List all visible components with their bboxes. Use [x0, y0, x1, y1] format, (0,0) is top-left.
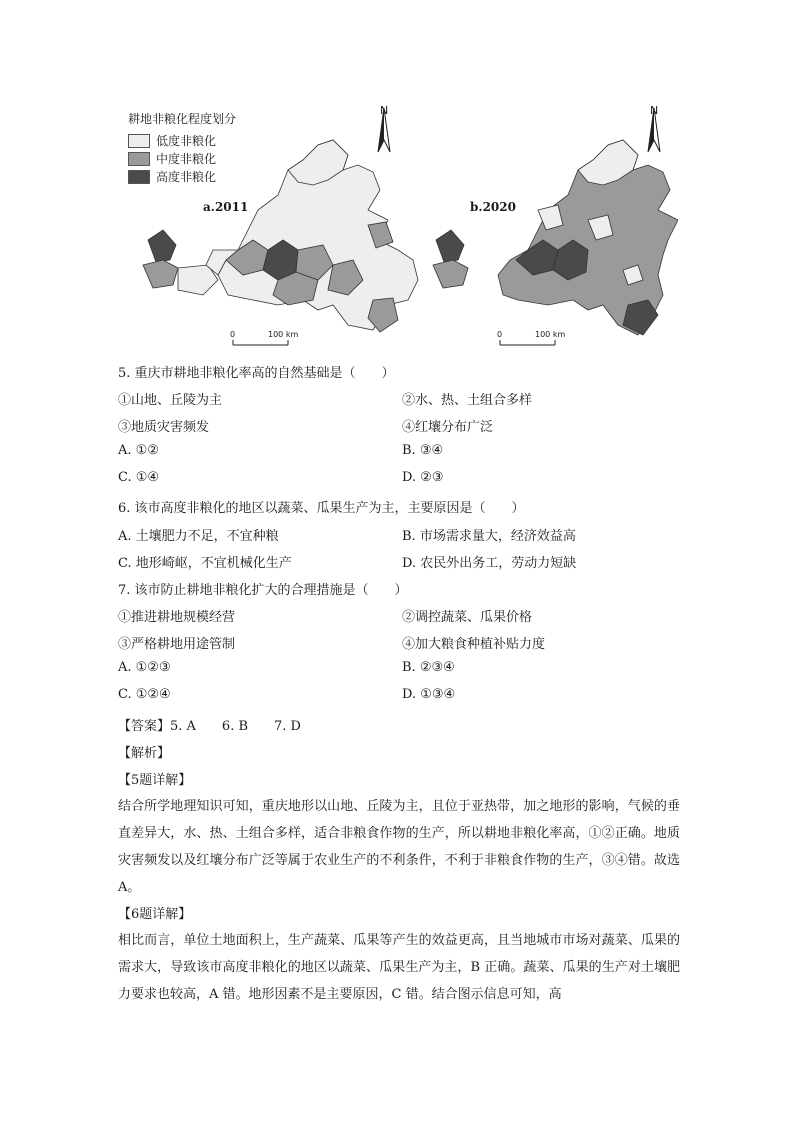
analysis-heading: 【解析】 — [118, 746, 171, 761]
legend-item-mid — [128, 150, 216, 167]
legend-item-low — [128, 132, 216, 149]
q7-option-b: B. ②③④ — [402, 660, 455, 675]
detail5-heading: 【5题详解】 — [118, 773, 192, 788]
q5-statement-1: ①山地、丘陵为主 — [118, 393, 223, 408]
detail5-text: 结合所学地理知识可知，重庆地形以山地、丘陵为主，且位于亚热带，加之地形的影响，气候的垂直差异大，水、热、土组合多样，适合非粮食作物的生产，所以耕地非粮化率高，①②正确。地质灾害频发以及红壤分布广泛等属于农业生产的不利条件，不利于非粮食作物的生产，③④错。故选 A。 — [118, 799, 680, 895]
north-label-b: N — [650, 104, 659, 117]
q5-option-a: A. ①② — [118, 443, 159, 458]
legend-label-high: 高度非粮化 — [156, 170, 217, 184]
detail6-text: 相比而言，单位土地面积上，生产蔬菜、瓜果等产生的效益更高，且当地城市市场对蔬菜、瓜果的需求大，导致该市高度非粮化的地区以蔬菜、瓜果生产为主，B 正确。蔬菜、瓜果的生产对土壤肥力要求也较高，A 错。地形因素不是主要原因，C 错。结合图示信息可知，高 — [118, 933, 680, 1002]
q5-statement-4: ④红壤分布广泛 — [402, 420, 494, 435]
map-a-label: a.2011 — [203, 200, 249, 214]
scale-zero-b: 0 — [497, 330, 503, 339]
scale-zero-a: 0 — [230, 330, 236, 339]
legend-swatch-mid — [128, 152, 150, 166]
legend-item-high — [128, 168, 216, 185]
q7-option-a: A. ①②③ — [118, 660, 171, 675]
scale-bar-b — [500, 340, 555, 345]
q7-statement-2: ②调控蔬菜、瓜果价格 — [402, 610, 533, 625]
map-b — [433, 140, 678, 335]
q6-option-d: D. 农民外出务工，劳动力短缺 — [402, 556, 577, 571]
legend-label-low: 低度非粮化 — [156, 134, 217, 148]
q5-statement-3: ③地质灾害频发 — [118, 420, 210, 435]
q7-option-d: D. ①③④ — [402, 687, 456, 702]
q7-statement-1: ①推进耕地规模经营 — [118, 610, 236, 625]
legend-title: 耕地非粮化程度划分 — [128, 112, 237, 126]
q7-statement-3: ③严格耕地用途管制 — [118, 637, 236, 652]
map-figure — [118, 100, 678, 352]
detail6-heading: 【6题详解】 — [118, 907, 192, 922]
q7-option-c: C. ①②④ — [118, 687, 171, 702]
q6-stem: 6. 该市高度非粮化的地区以蔬菜、瓜果生产为主，主要原因是（ ） — [118, 501, 525, 516]
q5-statement-2: ②水、热、土组合多样 — [402, 393, 533, 408]
legend-label-mid: 中度非粮化 — [156, 152, 217, 166]
map-b-label: b.2020 — [470, 200, 516, 214]
north-label-a: N — [380, 104, 389, 117]
scale-km-b: 100 km — [535, 330, 566, 339]
scale-km-a: 100 km — [268, 330, 299, 339]
q5-option-d: D. ②③ — [402, 470, 444, 485]
q5-option-c: C. ①④ — [118, 470, 160, 485]
q7-stem: 7. 该市防止耕地非粮化扩大的合理措施是（ ） — [118, 583, 408, 598]
scale-bar-a — [233, 340, 288, 345]
q6-option-c: C. 地形崎岖，不宜机械化生产 — [118, 556, 292, 571]
q6-option-b: B. 市场需求量大，经济效益高 — [402, 529, 576, 544]
q5-stem: 5. 重庆市耕地非粮化率高的自然基础是（ ） — [118, 366, 395, 381]
q6-option-a: A. 土壤肥力不足，不宜种粮 — [118, 529, 279, 544]
q7-statement-4: ④加大粮食种植补贴力度 — [402, 637, 546, 652]
answer-line: 【答案】5. A 6. B 7. D — [118, 719, 301, 734]
q5-option-b: B. ③④ — [402, 443, 444, 458]
legend-swatch-high — [128, 170, 150, 184]
legend-swatch-low — [128, 134, 150, 148]
